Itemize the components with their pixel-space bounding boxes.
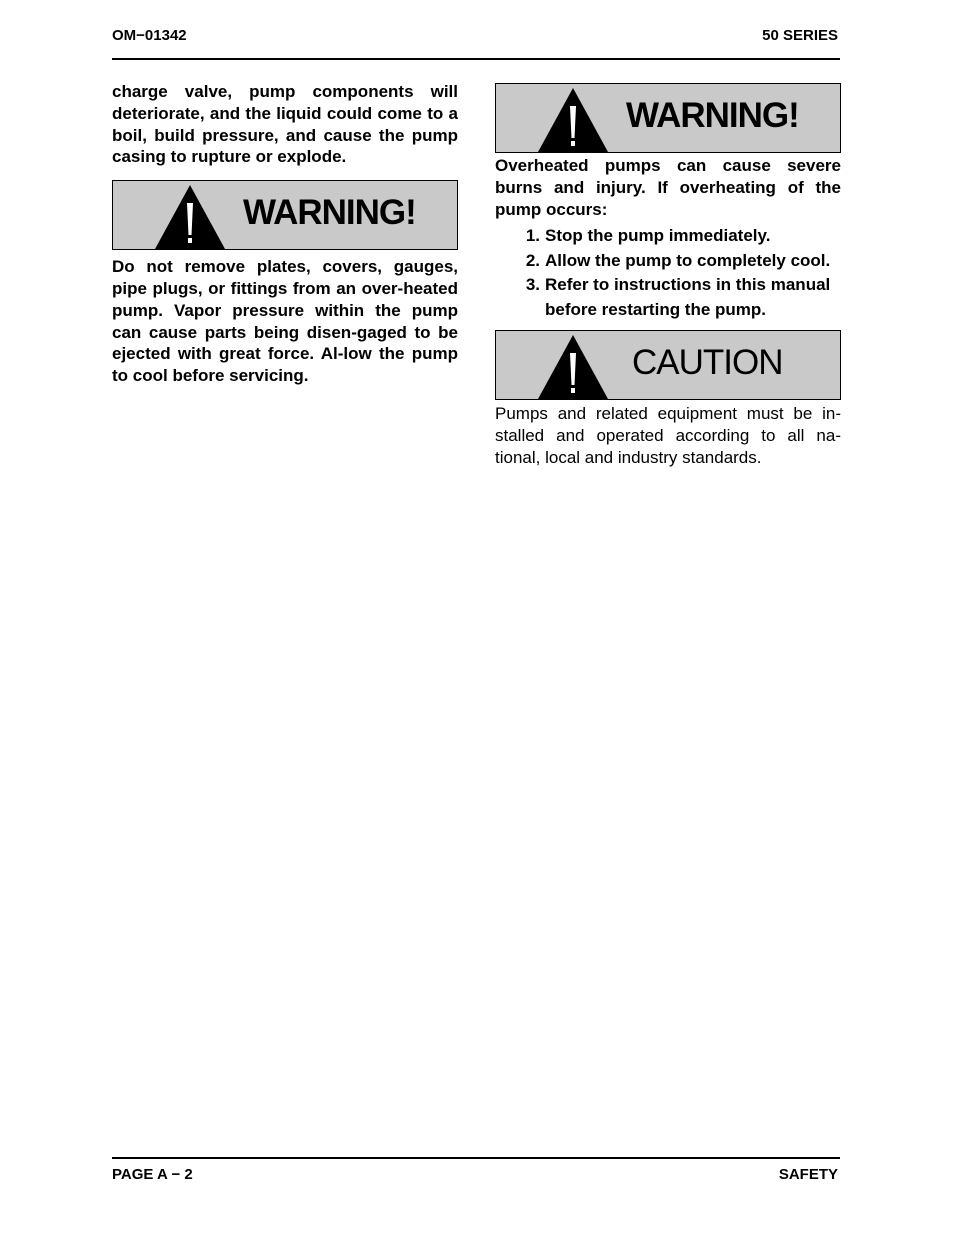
warning-sign bbox=[112, 180, 458, 250]
intro-paragraph: charge valve, pump components will deteriorate, and the liquid could come to a boil, build pressure, and cause the pump casing to rupture or explode. bbox=[112, 82, 458, 167]
exclamation-triangle-icon bbox=[153, 183, 227, 249]
list-item bbox=[495, 224, 841, 249]
section-label: SAFETY bbox=[778, 1166, 838, 1183]
header-rule bbox=[112, 58, 840, 60]
step-text: Stop the pump immediately. bbox=[545, 226, 771, 246]
exclamation-triangle-icon bbox=[536, 86, 610, 152]
page-number: PAGE A − 2 bbox=[112, 1166, 193, 1183]
caution-sign bbox=[495, 330, 841, 400]
exclamation-triangle-icon bbox=[536, 333, 610, 399]
warning-text: Do not remove plates, covers, gauges, pipe plugs, or fittings from an over-heated pump. Vapor pressure within the pump can cause parts being disen-gaged to be ejected with great force. Al-low the pump to cool before servicing. bbox=[112, 257, 458, 386]
warning-text: Overheated pumps can cause severe burns and injury. If overheating of the pump occurs: bbox=[495, 156, 841, 219]
series-label: 50 SERIES bbox=[762, 27, 838, 44]
steps-list bbox=[495, 224, 841, 322]
caution-text: Pumps and related equipment must be in-stalled and operated according to all na-tional, local and industry standards. bbox=[495, 404, 841, 467]
document-code: OM−01342 bbox=[112, 27, 187, 44]
list-item bbox=[495, 273, 841, 322]
warning-label: WARNING! bbox=[626, 96, 799, 135]
footer-rule bbox=[112, 1157, 840, 1159]
right-column bbox=[495, 83, 841, 469]
step-text: Allow the pump to completely cool. bbox=[545, 250, 831, 270]
list-item bbox=[495, 249, 841, 274]
warning-sign bbox=[495, 83, 841, 153]
step-number: 3. bbox=[525, 275, 540, 295]
warning-label: WARNING! bbox=[243, 193, 416, 233]
caution-label: CAUTION bbox=[632, 343, 783, 383]
step-number: 2. bbox=[525, 250, 540, 270]
step-number: 1. bbox=[525, 226, 540, 246]
left-column bbox=[112, 81, 458, 387]
step-text: Refer to instructions in this manual before restarting the pump. bbox=[545, 275, 831, 319]
